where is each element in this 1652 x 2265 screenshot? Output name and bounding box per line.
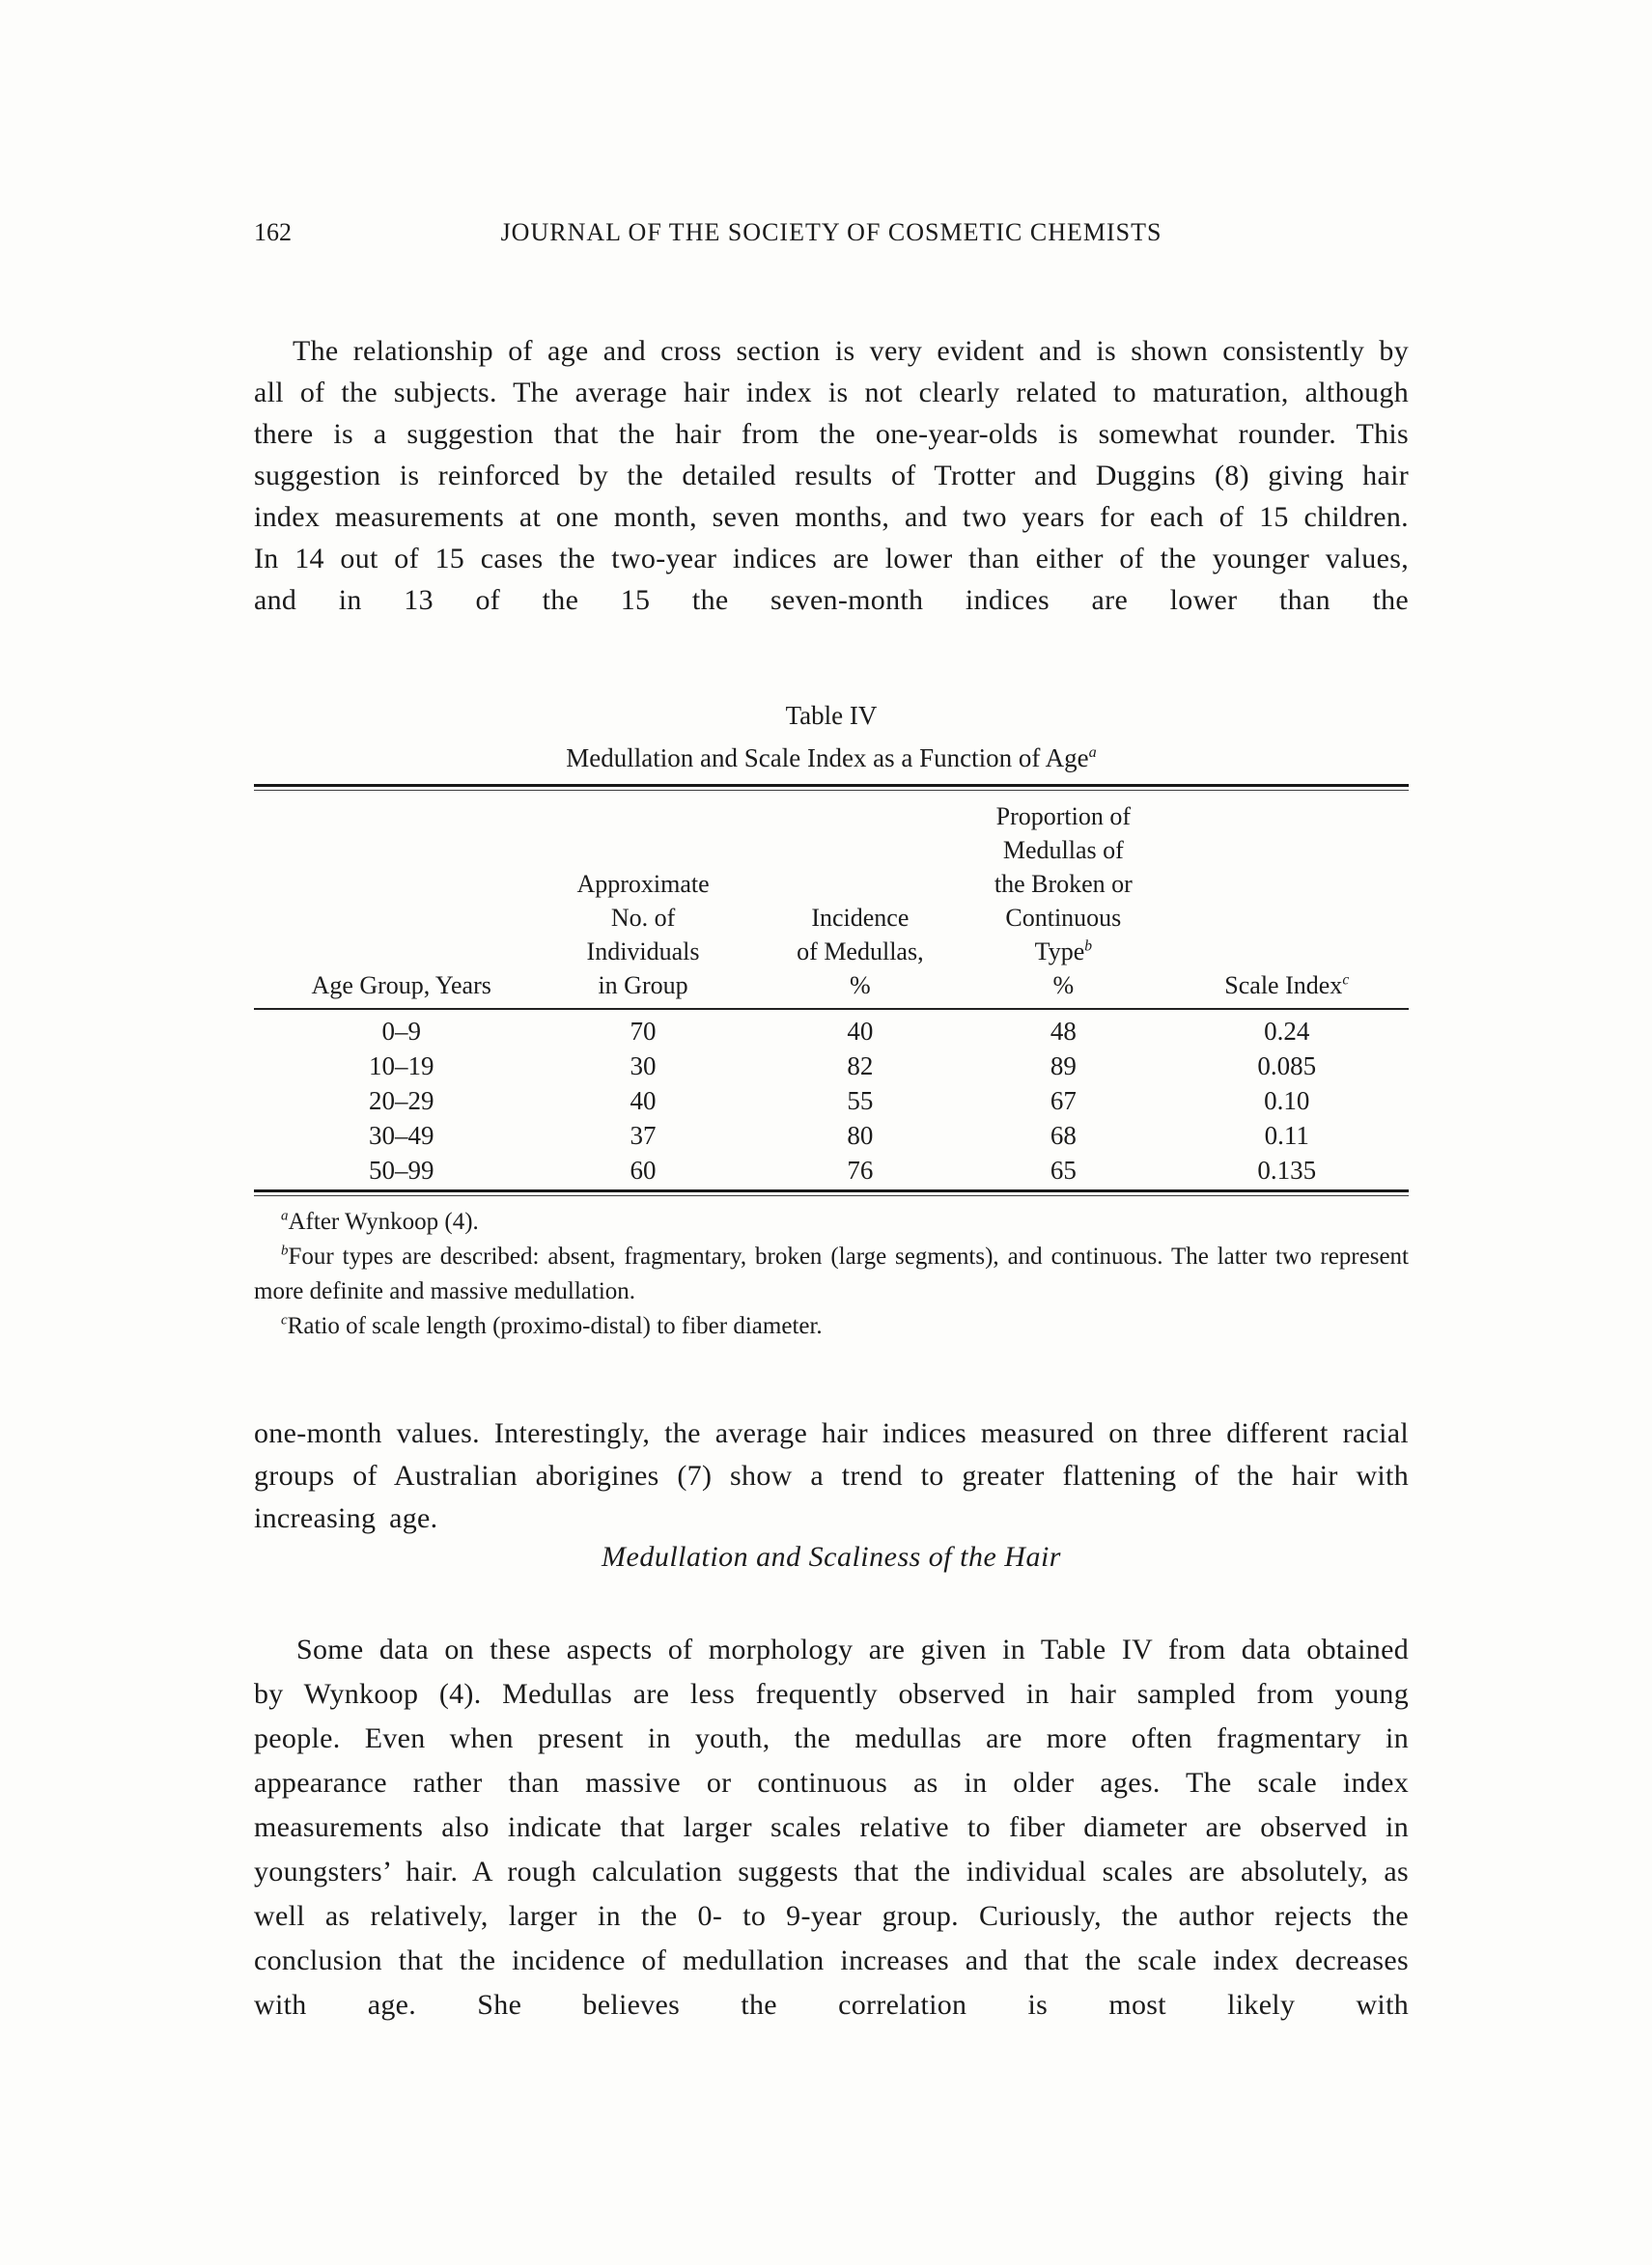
table-row: [254, 1049, 1409, 1083]
table-rule-header: [254, 1008, 1409, 1010]
header-line: %: [850, 971, 871, 999]
col-header-individuals: [527, 867, 758, 1002]
header-line: [1165, 968, 1409, 1002]
table-row: [254, 1153, 1409, 1188]
table-cell: 37: [630, 1120, 657, 1150]
table-cell: 0.085: [1257, 1050, 1317, 1080]
header-line: in Group: [598, 971, 688, 999]
table-cell: 55: [847, 1085, 874, 1115]
paragraph-medullation: Some data on these aspects of morphology are given in Table IV from data obtained by Wynkoop (4). Medullas are less frequently observed in hair sampled from young people. Even when present in youth, the medullas are more often fragmentary in appearance rather than massive or continuous as in older ages. The scale index measurements also indicate that larger scales relative to fiber diameter are observed in youngsters’ hair. A rough calculation suggests that the individual scales are absolutely, as well as relatively, larger in the 0- to 9-year group. Curiously, the author rejects the conclusion that the incidence of medullation increases and that the scale index decreases with age. She believes the correlation is most likely with: [254, 1634, 1409, 2021]
footnote-marker: c: [281, 1312, 288, 1328]
footnote-marker: b: [281, 1243, 289, 1259]
table-cell: 70: [630, 1016, 657, 1046]
table-cell: 30–49: [368, 1120, 434, 1150]
table-cell: 89: [1050, 1050, 1077, 1080]
table-body: [254, 1014, 1409, 1188]
table-caption-subtitle-text: Medullation and Scale Index as a Function of Age: [566, 743, 1089, 772]
table-cell: 80: [847, 1120, 874, 1150]
col-header-age-group: [254, 968, 527, 1002]
table-cell: 67: [1050, 1085, 1077, 1115]
header-line: Individuals: [586, 937, 700, 965]
paragraph-continuation: one-month values. Interestingly, the average hair indices measured on three different racial groups of Australian aborigines (7) show a trend to greater flattening of the hair with increasing age.: [254, 1417, 1409, 1534]
col-header-incidence: [759, 901, 962, 1002]
header-line: %: [1052, 971, 1075, 999]
header-line: Approximate: [576, 870, 710, 898]
footnote-text: After Wynkoop (4).: [288, 1209, 479, 1235]
page-number: 162: [254, 218, 292, 246]
header-line: the Broken or: [994, 870, 1133, 898]
table-footnotes: [254, 1205, 1409, 1344]
header-line: Continuous: [1005, 904, 1122, 932]
table-cell: 60: [630, 1155, 657, 1185]
table-cell: 0.135: [1257, 1155, 1317, 1185]
table-cell: 20–29: [368, 1085, 434, 1115]
table-cell: 40: [847, 1016, 874, 1046]
type-label: Type: [1034, 937, 1085, 965]
footnote-a: [254, 1205, 1409, 1240]
table-cell: 0–9: [381, 1016, 421, 1046]
footnote-marker: a: [281, 1208, 289, 1224]
table-cell: 48: [1050, 1016, 1077, 1046]
table-cell: 65: [1050, 1155, 1077, 1185]
table-caption-subtitle: [254, 743, 1409, 773]
scale-index-label: Scale Index: [1224, 971, 1343, 999]
col-header-proportion: [962, 799, 1164, 1002]
paragraph-intro: The relationship of age and cross section is very evident and is shown consistently by all of the subjects. The average hair index is not clearly related to maturation, although there is a suggestion that the hair from the one-year-olds is somewhat rounder. This suggestion is reinforced by the detailed results of Trotter and Duggins (8) giving hair index measurements at one month, seven months, and two years for each of 15 children. In 14 out of 15 cases the two-year indices are lower than either of the younger values, and in 13 of the 15 the seven-month indices are lower than the: [254, 335, 1409, 616]
running-head: [254, 218, 1409, 247]
section-heading: Medullation and Scaliness of the Hair: [602, 1541, 1061, 1573]
header-line: [962, 935, 1164, 968]
table-cell: 76: [847, 1155, 874, 1185]
table-cell: 50–99: [368, 1155, 434, 1185]
type-superscript: b: [1084, 937, 1093, 955]
table-header-row: [254, 801, 1409, 1002]
table-cell: 40: [630, 1085, 657, 1115]
footnote-text: Ratio of scale length (proximo-distal) to fiber diameter.: [287, 1313, 823, 1339]
table-cell: 82: [847, 1050, 874, 1080]
table-rule-bottom: [254, 1189, 1409, 1196]
col-header-scale-index: [1165, 968, 1409, 1002]
footnote-text: Four types are described: absent, fragmentary, broken (large segments), and continuous. The latter two represent more definite and massive medullation.: [254, 1244, 1409, 1304]
table-caption-title: Table IV: [785, 701, 878, 730]
table-row: [254, 1118, 1409, 1153]
header-line: Age Group, Years: [311, 971, 491, 999]
header-line: of Medullas,: [797, 937, 924, 965]
table-cell: 0.24: [1264, 1016, 1310, 1046]
table-cell: 0.11: [1264, 1120, 1309, 1150]
scale-index-superscript: c: [1342, 971, 1350, 989]
footnote-c: [254, 1309, 1409, 1344]
header-line: Incidence: [811, 904, 910, 932]
header-line: No. of: [610, 904, 676, 932]
table-rule-top: [254, 784, 1409, 791]
footnote-b: [254, 1240, 1409, 1309]
running-title: JOURNAL OF THE SOCIETY OF COSMETIC CHEMISTS: [500, 218, 1162, 246]
table-cell: 0.10: [1264, 1085, 1310, 1115]
table-cell: 10–19: [368, 1050, 434, 1080]
table-row: [254, 1014, 1409, 1049]
header-line: Proportion of: [995, 802, 1132, 830]
table-row: [254, 1083, 1409, 1118]
header-line: Medullas of: [1002, 836, 1124, 864]
table-cell: 68: [1050, 1120, 1077, 1150]
table-cell: 30: [630, 1050, 657, 1080]
caption-superscript: a: [1088, 743, 1097, 761]
